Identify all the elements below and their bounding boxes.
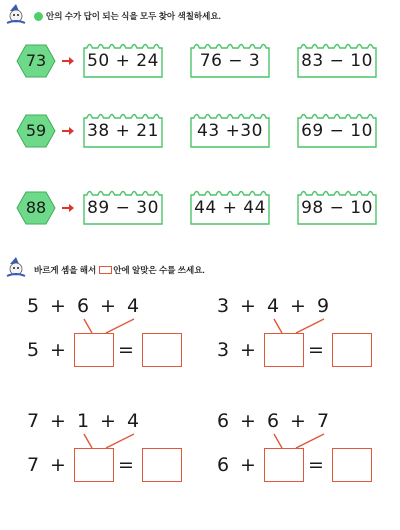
plus-sign: +	[240, 454, 256, 476]
mascot-icon	[4, 256, 28, 278]
answer-box-total[interactable]	[142, 333, 182, 367]
addend-a: 5	[26, 295, 40, 317]
answer-box-partial-sum[interactable]	[74, 448, 114, 482]
expression-text: 38 + 21	[87, 121, 159, 141]
lead-number: 5	[26, 339, 40, 361]
expression-card[interactable]	[189, 187, 271, 225]
expression-text: 83 − 10	[301, 51, 373, 71]
expression-card[interactable]	[296, 40, 378, 78]
plus-sign: +	[50, 454, 66, 476]
expression-card[interactable]	[82, 187, 164, 225]
expression-text: 76 − 3	[199, 51, 261, 71]
addition-problem	[22, 295, 192, 385]
answer-box-total[interactable]	[142, 448, 182, 482]
addend-c: 4	[126, 410, 140, 432]
lead-number: 7	[26, 454, 40, 476]
plus-sign: +	[240, 410, 256, 432]
addend-b: 6	[266, 410, 280, 432]
equals-sign: =	[308, 339, 324, 361]
equals-sign: =	[308, 454, 324, 476]
answer-box-partial-sum[interactable]	[264, 333, 304, 367]
plus-sign: +	[50, 339, 66, 361]
addend-b: 4	[266, 295, 280, 317]
addend-c: 4	[126, 295, 140, 317]
plus-sign: +	[50, 410, 66, 432]
addend-b: 1	[76, 410, 90, 432]
mascot-icon	[4, 3, 28, 25]
expression-card[interactable]	[189, 40, 271, 78]
instruction-fill-boxes	[34, 264, 205, 276]
plus-sign: +	[50, 295, 66, 317]
arrow-right-icon	[62, 57, 74, 65]
target-number: 73	[25, 51, 47, 70]
expression-card[interactable]	[296, 187, 378, 225]
addend-c: 7	[316, 410, 330, 432]
addend-c: 9	[316, 295, 330, 317]
box-icon	[99, 266, 112, 274]
expression-card[interactable]	[82, 40, 164, 78]
answer-box-partial-sum[interactable]	[74, 333, 114, 367]
expression-card[interactable]	[189, 110, 271, 148]
addend-a: 3	[216, 295, 230, 317]
answer-box-partial-sum[interactable]	[264, 448, 304, 482]
instruction-text-part1: 바르게 셈을 해서	[34, 265, 97, 275]
answer-box-total[interactable]	[332, 333, 372, 367]
target-number-hexagon	[16, 191, 56, 225]
expression-text: 43 +30	[197, 121, 263, 141]
addend-a: 7	[26, 410, 40, 432]
lead-number: 3	[216, 339, 230, 361]
arrow-right-icon	[62, 127, 74, 135]
plus-sign: +	[100, 295, 116, 317]
expression-card[interactable]	[296, 110, 378, 148]
equals-sign: =	[118, 454, 134, 476]
addition-problem	[22, 410, 192, 500]
expression-text: 89 − 30	[87, 198, 159, 218]
expression-text: 50 + 24	[87, 51, 159, 71]
target-number-hexagon	[16, 44, 56, 78]
instruction-text: 안의 수가 답이 되는 식을 모두 찾아 색칠하세요.	[46, 11, 221, 21]
plus-sign: +	[100, 410, 116, 432]
plus-sign: +	[290, 410, 306, 432]
lead-number: 6	[216, 454, 230, 476]
plus-sign: +	[240, 339, 256, 361]
arrow-right-icon	[62, 204, 74, 212]
answer-box-total[interactable]	[332, 448, 372, 482]
addition-problem	[212, 410, 382, 500]
instruction-find-expressions	[34, 10, 221, 22]
addition-problem	[212, 295, 382, 385]
expression-text: 44 + 44	[194, 198, 266, 218]
green-dot-icon	[34, 12, 43, 21]
instruction-text-part2: 안에 알맞은 수를 쓰세요.	[113, 265, 205, 275]
expression-card[interactable]	[82, 110, 164, 148]
target-number: 59	[25, 121, 47, 140]
plus-sign: +	[240, 295, 256, 317]
target-number: 88	[25, 198, 47, 217]
target-number-hexagon	[16, 114, 56, 148]
plus-sign: +	[290, 295, 306, 317]
addend-a: 6	[216, 410, 230, 432]
addend-b: 6	[76, 295, 90, 317]
expression-text: 98 − 10	[301, 198, 373, 218]
equals-sign: =	[118, 339, 134, 361]
expression-text: 69 − 10	[301, 121, 373, 141]
